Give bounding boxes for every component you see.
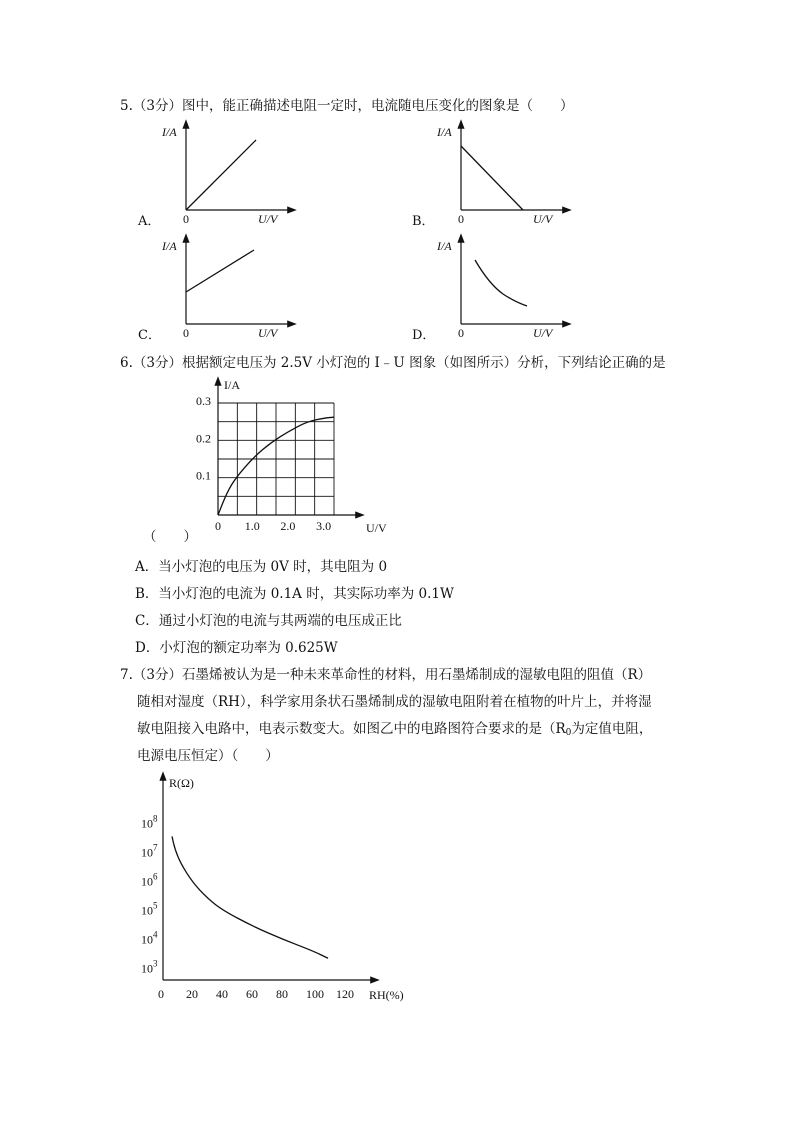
q6-stem: 6.（3分）根据额定电压为 2.5V 小灯泡的 I﹣U 图象（如图所示）分析，下列结论正确的是 [120,355,666,371]
y-tick-exponent: 8 [153,813,158,824]
y-tick-exponent: 5 [153,900,158,911]
curve-line [186,250,254,292]
q5-stem: 5.（3分）图中，能正确描述电阻一定时，电流随电压变化的图象是（ ） [120,98,574,114]
curve-line [461,146,523,210]
q7-line-3-sub: 0 [565,728,572,738]
q7-line-3-text: 敏电阻接入电路中，电表示数变大。如图乙中的电路图符合要求的是（R [137,721,566,737]
graph-d-svg [415,232,575,344]
origin-label: 0 [183,212,189,226]
x-axis-label: U/V [533,212,553,226]
x-axis-label: U/V [258,326,278,340]
x-tick-label: 100 [306,987,324,1001]
rh-chart [135,770,425,1010]
q7-line-2: 随相对湿度（RH），科学家用条状石墨烯制成的湿敏电阻附着在植物的叶片上，并将湿 [137,694,652,710]
graph-c-svg [140,232,300,344]
y-tick-label [141,813,158,830]
y-tick-label: 0.2 [196,431,211,446]
x-axis-label: U/V [258,212,278,226]
q7-line-3 [137,717,652,738]
r-rh-curve [172,836,328,958]
y-tick-label: 0.3 [196,394,211,408]
x-axis-label: RH(%) [369,988,404,1002]
origin-label: 0 [458,212,464,226]
y-tick-base: 10 [141,874,153,889]
origin-label: 0 [183,326,189,340]
q6-paren: （ ） [143,529,197,545]
y-tick-label [141,900,158,917]
y-axis-label: I/A [162,125,177,139]
y-tick-base: 10 [141,903,153,918]
x-tick-label: 3.0 [316,519,332,533]
option-label-d: D． [412,328,436,343]
graph-a-svg [140,118,300,230]
x-axis-label: U/V [366,521,387,535]
x-tick-label: 60 [246,987,258,1001]
x-tick-label: 2.0 [280,519,296,533]
q6-option-b: B．当小灯泡的电流为 0.1A 时，其实际功率为 0.1W [135,586,454,602]
x-tick-label: 40 [216,987,228,1001]
x-tick-label: 20 [186,987,198,1001]
x-axis-label: U/V [533,326,553,340]
y-tick-exponent: 6 [153,871,158,882]
y-tick-exponent: 7 [153,842,158,853]
option-label-c: C． [138,328,161,343]
y-tick-label [141,929,158,946]
q7-line-4: 电源电压恒定）（ ） [137,748,279,764]
y-axis-label: I/A [162,239,177,253]
y-axis-label: I/A [224,378,240,392]
q7-line-1: 7.（3分）石墨烯被认为是一种未来革命性的材料，用石墨烯制成的湿敏电阻的阻值（R） [120,667,652,683]
y-axis-label: R(Ω) [169,776,194,790]
y-tick-base: 10 [141,816,153,831]
q6-option-c: C．通过小灯泡的电流与其两端的电压成正比 [135,613,402,629]
graph-b-svg [415,118,575,230]
q7-line-3-tail: 为定值电阻， [571,721,653,737]
curve-line [475,260,527,306]
origin-label: 0 [458,326,464,340]
y-tick-base: 10 [141,932,153,947]
x-tick-label: 120 [336,987,354,1001]
y-tick-label: 0.1 [196,468,211,483]
q6-option-a: A．当小灯泡的电压为 0V 时，其电阻为 0 [135,559,388,575]
y-tick-base: 10 [141,845,153,860]
y-tick-label [141,958,158,975]
option-label-b: B． [412,214,435,229]
y-axis-label: I/A [437,125,452,139]
x-tick-label: 1.0 [244,519,260,533]
y-tick-base: 10 [141,961,153,976]
origin-label: 0 [158,987,164,1001]
y-tick-label [141,871,158,888]
q6-option-d: D．小灯泡的额定功率为 0.625W [135,640,338,656]
option-label-a: A． [138,214,161,229]
origin-label: 0 [215,519,221,533]
y-tick-label [141,842,158,859]
y-tick-exponent: 4 [153,929,158,940]
y-tick-exponent: 3 [153,958,158,969]
y-axis-label: I/A [437,239,452,253]
iu-chart [180,375,387,540]
x-tick-label: 80 [276,987,288,1001]
curve-line [186,140,256,210]
